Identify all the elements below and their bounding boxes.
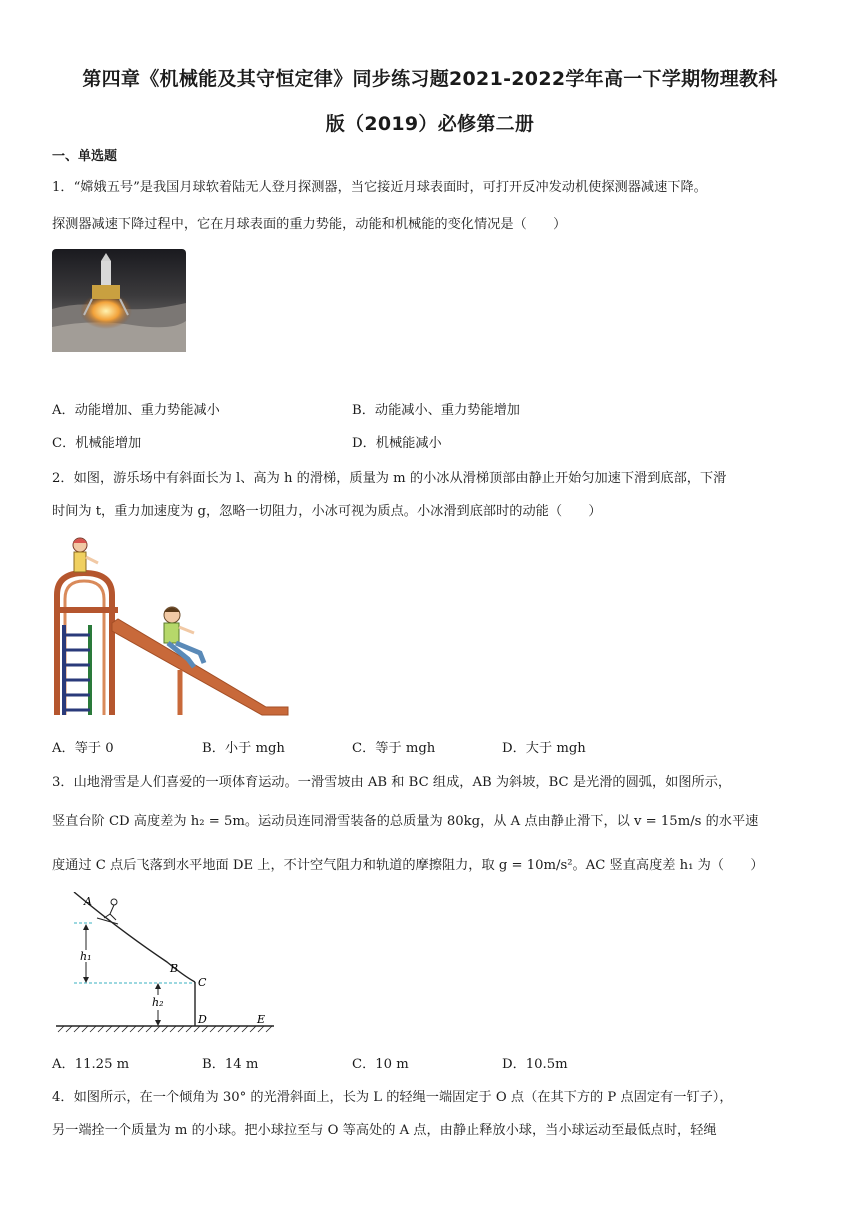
- q3-option-a[interactable]: A．11.25 m: [52, 1057, 130, 1072]
- q1-option-c[interactable]: C．机械能增加: [52, 436, 142, 451]
- q1-option-a[interactable]: A．动能增加、重力势能减小: [52, 403, 220, 418]
- q3-label-e: E: [257, 1013, 266, 1026]
- q3-option-c[interactable]: C．10 m: [352, 1057, 409, 1072]
- q3-ski-slope-diagram: [52, 892, 277, 1034]
- q3-option-b[interactable]: B．14 m: [202, 1057, 259, 1072]
- section-heading: 一、单选题: [52, 149, 118, 164]
- q3-text-line1: 3．山地滑雪是人们喜爱的一项体育运动。一滑雪坡由 AB 和 BC 组成，AB 为斜坡，BC 是光滑的圆弧，如图所示，: [52, 775, 732, 790]
- q1-text-line2: 探测器减速下降过程中，它在月球表面的重力势能，动能和机械能的变化情况是（ ）: [52, 217, 567, 232]
- q3-text-line2: 竖直台阶 CD 高度差为 h₂ = 5m。运动员连同滑雪装备的总质量为 80kg，从 A 点由静止滑下，以 v = 15m/s 的水平速: [52, 814, 759, 829]
- q3-label-h2: h₂: [152, 996, 164, 1009]
- q3-option-d[interactable]: D．10.5m: [502, 1057, 568, 1072]
- q3-label-h1: h₁: [80, 950, 92, 963]
- q2-option-b[interactable]: B．小于 mgh: [202, 741, 285, 756]
- q3-label-c: C: [198, 976, 207, 989]
- q1-lunar-lander-photo: [52, 249, 186, 352]
- q2-option-d[interactable]: D．大于 mgh: [502, 741, 586, 756]
- q2-text-line1: 2．如图，游乐场中有斜面长为 l、高为 h 的滑梯，质量为 m 的小冰从滑梯顶部由静止开始匀加速下滑到底部，下滑: [52, 471, 727, 486]
- q2-text-line2: 时间为 t，重力加速度为 g，忽略一切阻力，小冰可视为质点。小冰滑到底部时的动能（ ）: [52, 504, 602, 519]
- q1-option-b[interactable]: B．动能减小、重力势能增加: [352, 403, 520, 418]
- document-title-line2: 版（2019）必修第二册: [325, 113, 535, 135]
- q2-slide-illustration: [52, 535, 292, 717]
- q3-label-d: D: [198, 1013, 207, 1026]
- q2-option-a[interactable]: A．等于 0: [52, 741, 114, 756]
- q4-text-line2: 另一端拴一个质量为 m 的小球。把小球拉至与 O 等高处的 A 点，由静止释放小球，当小球运动至最低点时，轻绳: [52, 1123, 717, 1138]
- q4-text-line1: 4．如图所示，在一个倾角为 30° 的光滑斜面上，长为 L 的轻绳一端固定于 O 点（在其下方的 P 点固定有一钉子），: [52, 1090, 733, 1105]
- q2-option-c[interactable]: C．等于 mgh: [352, 741, 436, 756]
- q1-text-line1: 1．“嫦娥五号”是我国月球软着陆无人登月探测器，当它接近月球表面时，可打开反冲发动机使探测器减速下降。: [52, 180, 707, 195]
- q3-text-line3: 度通过 C 点后飞落到水平地面 DE 上，不计空气阻力和轨道的摩擦阻力，取 g = 10m/s²。AC 竖直高度差 h₁ 为（ ）: [52, 858, 764, 873]
- document-title-line1: 第四章《机械能及其守恒定律》同步练习题2021-2022学年高一下学期物理教科: [82, 68, 778, 90]
- q1-option-d[interactable]: D．机械能减小: [352, 436, 442, 451]
- q3-label-a: A: [84, 895, 92, 908]
- q3-label-b: B: [170, 962, 179, 975]
